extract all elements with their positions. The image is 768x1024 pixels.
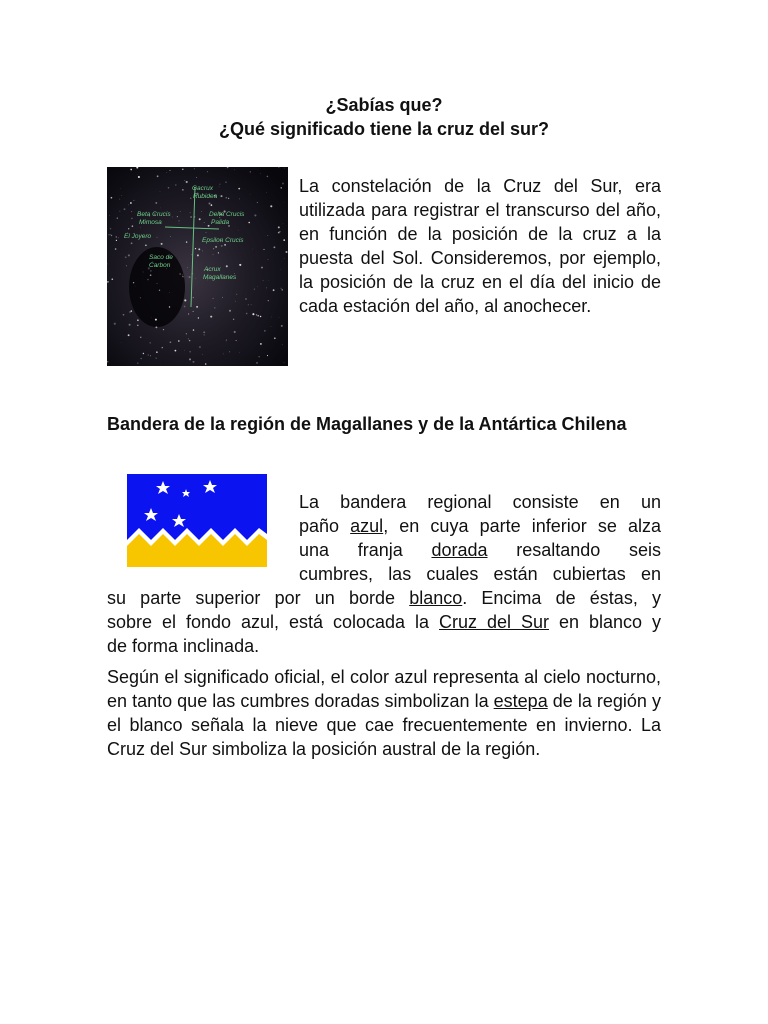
background-star [267,235,268,236]
background-star [256,362,258,364]
background-star [182,189,183,190]
background-star [187,268,188,269]
background-star [225,197,227,199]
background-star [185,180,186,181]
background-star [180,273,181,274]
background-star [169,306,170,307]
background-star [284,168,285,169]
background-star [133,200,134,201]
background-star [192,361,194,363]
background-star [199,346,201,348]
background-star [131,211,132,212]
background-star [278,232,280,234]
background-star [155,326,157,328]
background-star [268,300,269,301]
background-star [186,181,188,183]
background-star [252,313,254,315]
background-star [167,172,168,173]
background-star [281,325,283,327]
background-star [234,331,236,333]
flag-line-3: una franja dorada resaltando seis [299,540,661,560]
background-star [270,205,272,207]
background-star [236,340,237,341]
background-star [233,319,234,320]
background-star [138,176,140,178]
background-star [263,280,264,281]
background-star [182,276,184,278]
background-star [184,306,186,308]
background-star [201,211,202,212]
link-azul[interactable]: azul [350,516,384,536]
background-star [151,317,152,318]
background-star [118,237,119,238]
background-star [199,218,201,220]
background-star [135,286,136,287]
background-star [121,195,122,196]
background-star [177,216,178,217]
background-star [266,288,267,289]
background-star [161,243,163,245]
background-star [282,289,283,290]
background-star [128,204,129,205]
background-star [194,169,195,170]
background-star [193,311,194,312]
background-star [137,363,138,364]
background-star [150,270,151,271]
flag-line-6: sobre el fondo azul, está colocada la Cruz del Sur en blanco y [107,612,661,632]
heading-sabias-que: ¿Sabías que? [325,95,443,115]
background-star [273,246,275,248]
background-star [206,232,207,233]
meaning-paragraph: Según el significado oficial, el color azul representa al cielo nocturno, en tanto que las cumbres doradas simbolizan la estepa de la región y el blanco señala la nieve que cae frecuentemente en invierno. La Cruz del Sur simboliza la posición austral de la región. [107,667,661,759]
background-star [264,330,265,331]
background-star [213,248,214,249]
background-star [117,217,118,218]
background-star [269,280,270,281]
background-star [196,177,197,178]
background-star [157,237,158,238]
background-star [204,334,205,335]
background-star [189,358,191,360]
background-star [120,211,121,212]
background-star [128,334,130,336]
background-star [208,225,210,227]
flag-paragraph [107,490,661,658]
background-star [108,234,110,236]
label-palida: Palida [211,219,230,226]
background-star [257,315,259,317]
background-star [147,279,149,281]
background-star [282,183,284,185]
background-star [114,323,116,325]
background-star [184,299,186,301]
background-star [150,342,151,343]
label-el-joyero: El Joyero [124,233,152,240]
background-star [182,169,183,170]
background-star [132,225,134,227]
flag-line-1: La bandera regional consiste en un [299,492,661,512]
background-star [178,220,179,221]
background-star [156,358,157,359]
background-star [250,171,251,172]
background-star [204,222,205,223]
background-star [282,344,283,345]
background-star [219,187,220,188]
background-star [196,278,197,279]
background-star [252,249,253,250]
background-star [196,306,198,308]
background-star [137,325,138,326]
southern-cross-photo [107,167,288,366]
background-star [188,338,189,339]
background-star [283,202,284,203]
background-star [143,353,144,354]
background-star [259,356,260,357]
background-star [212,298,213,299]
background-star [189,340,190,341]
label-rubidea: Rubidea [193,193,218,200]
background-star [228,198,229,199]
background-star [283,362,284,363]
background-star [178,340,180,342]
background-star [226,341,227,342]
background-star [281,288,282,289]
background-star [156,351,158,353]
background-star [221,245,223,247]
background-star [145,244,147,246]
background-star [254,289,255,290]
background-star [261,267,263,269]
background-star [163,329,164,330]
background-star [130,169,132,171]
background-star [271,326,272,327]
background-star [207,171,208,172]
background-star [219,184,220,185]
background-star [245,298,246,299]
background-star [198,317,199,318]
background-star [116,240,117,241]
background-star [143,272,144,273]
background-star [266,192,267,193]
background-star [273,289,275,291]
background-star [239,199,240,200]
label-magallanes: Magallanes [203,274,237,281]
background-star [170,341,172,343]
constellation-paragraph: La constelación de la Cruz del Sur, era utilizada para registrar el transcurso del año, en función de la posición de la cruz a la puesta del Sol. Consideremos, por ejemplo, la posición de la cruz en el día del inicio de cada estación del año, al anochecer. [299,176,661,316]
background-star [236,294,237,295]
background-star [128,228,129,229]
background-star [210,316,212,318]
background-star [193,329,194,330]
link-dorada[interactable]: dorada [431,540,488,560]
background-star [126,265,127,266]
background-star [198,248,200,250]
background-star [131,242,133,244]
flag-line-5: su parte superior por un borde blanco. Encima de éstas, y [107,588,661,608]
background-star [120,188,121,189]
background-star [137,319,139,321]
link-estepa[interactable]: estepa [493,691,548,711]
background-star [229,352,230,353]
background-star [157,175,159,177]
flag-line-4: cumbres, las cuales están cubiertas en [299,564,661,584]
background-star [254,214,256,216]
background-star [226,340,227,341]
background-star [202,354,203,355]
background-star [209,203,211,205]
background-star [246,313,248,315]
background-star [189,351,191,353]
background-star [267,259,268,260]
background-star [133,282,134,283]
background-star [115,248,117,250]
background-star [125,256,127,258]
background-star [250,194,251,195]
background-star [130,202,132,204]
background-star [137,174,138,175]
background-star [267,176,269,178]
background-star [107,281,109,283]
label-mimosa: Mimosa [139,219,162,226]
flag-line-7: de forma inclinada. [107,636,260,656]
label-carbon: Carbon [149,262,171,269]
background-star [172,216,173,217]
background-star [238,188,240,190]
background-star [229,310,231,312]
background-star [278,226,280,228]
background-star [224,244,226,246]
background-star [170,236,171,237]
background-star [195,248,196,249]
background-star [197,254,199,256]
background-star [223,354,224,355]
background-star [140,297,141,298]
background-star [141,358,142,359]
background-star [260,343,262,345]
background-star [257,202,258,203]
heading-question: ¿Qué significado tiene la cruz del sur? [218,119,550,139]
link-blanco[interactable]: blanco [409,588,463,608]
background-star [120,199,121,200]
background-star [168,187,170,189]
link-cruz-del-sur[interactable]: Cruz del Sur [439,612,549,632]
background-star [256,314,257,315]
background-star [150,355,151,356]
background-star [184,350,185,351]
background-star [111,235,112,236]
background-star [186,333,187,334]
background-star [215,246,217,248]
background-star [285,251,287,253]
background-star [169,292,170,293]
background-star [180,211,181,212]
background-star [175,350,177,352]
background-star [193,297,194,298]
background-star [131,218,133,220]
label-epsilon-crucis: Epsilon Crucis [202,237,244,244]
background-star [124,208,126,210]
background-star [175,184,176,185]
background-star [182,274,183,275]
background-star [162,347,163,348]
label-delta-crucis: Delta Crucis [209,211,245,218]
background-star [267,355,268,356]
background-star [148,354,149,355]
background-star [159,290,160,291]
background-star [155,202,157,204]
label-acrux: Acrux [204,266,221,273]
flag-line-2: paño azul, en cuya parte inferior se alza [299,516,661,536]
background-star [235,301,236,302]
background-star [186,241,187,242]
label-gacrux: Gacrux [192,185,213,192]
background-star [283,224,284,225]
background-star [226,265,228,267]
background-star [248,305,249,306]
background-star [283,239,285,241]
background-star [205,363,207,365]
background-star [279,231,280,232]
background-star [129,324,131,326]
label-saco-de: Saco de [149,254,173,261]
background-star [260,316,261,317]
background-star [188,314,189,315]
background-star [234,170,235,171]
background-star [109,215,110,216]
background-star [213,255,214,256]
background-star [123,314,125,316]
background-star [190,198,191,199]
background-star [220,195,222,197]
label-beta-crucis: Beta Crucis [137,211,171,218]
background-star [111,197,113,199]
background-star [140,337,141,338]
background-star [150,274,152,276]
background-star [281,187,282,188]
background-star [222,297,223,298]
background-star [227,167,228,168]
background-star [211,204,213,206]
background-star [155,319,157,321]
background-star [170,170,171,171]
background-star [239,264,241,266]
background-star [160,191,161,192]
background-star [214,307,215,308]
background-star [248,222,250,224]
background-star [202,251,203,252]
background-star [251,305,252,306]
background-star [263,249,264,250]
background-star [274,337,276,339]
background-star [203,331,205,333]
background-star [190,216,192,218]
background-star [157,283,158,284]
background-star [189,276,191,278]
background-star [116,236,117,237]
background-star [190,212,191,213]
background-star [131,310,132,311]
section-title-flag: Bandera de la región de Magallanes y de la Antártica Chilena [107,414,627,434]
background-star [271,317,272,318]
background-star [218,252,219,253]
background-star [111,278,113,280]
background-star [110,228,112,230]
background-star [107,361,108,363]
background-star [121,342,122,343]
background-star [279,317,280,318]
background-star [110,234,111,235]
background-star [225,182,226,183]
background-star [128,254,130,256]
